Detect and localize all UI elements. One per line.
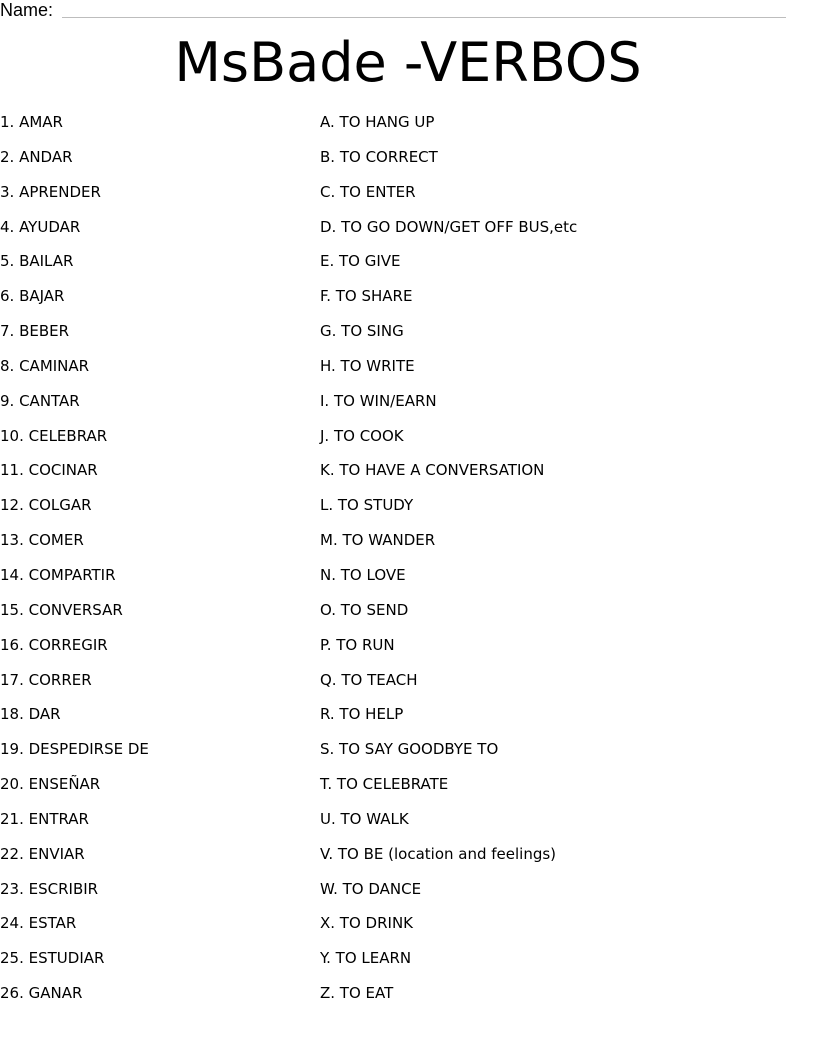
- verb-item: 10. CELEBRAR: [0, 426, 108, 445]
- verb-item: 1. AMAR: [0, 113, 63, 131]
- verb-item: 13. COMER: [0, 531, 84, 550]
- meaning-item: H. TO WRITE: [320, 356, 415, 375]
- verb-item: 17. CORRER: [0, 670, 92, 689]
- meaning-item: G. TO SING: [320, 322, 404, 341]
- verb-item: 11. COCINAR: [0, 461, 98, 480]
- meaning-item: P. TO RUN: [320, 635, 395, 654]
- verb-item: 22. ENVIAR: [0, 844, 85, 863]
- spanish-verbs-list: [0, 108, 310, 1014]
- meaning-item: B. TO CORRECT: [320, 147, 438, 166]
- verb-item: 19. DESPEDIRSE DE: [0, 740, 149, 759]
- meaning-item: Q. TO TEACH: [320, 670, 418, 689]
- verb-item: 7. BEBER: [0, 322, 70, 341]
- verb-item: 2. ANDAR: [0, 147, 73, 166]
- verb-item: 4. AYUDAR: [0, 217, 81, 236]
- meaning-item: T. TO CELEBRATE: [320, 775, 449, 794]
- meaning-item: V. TO BE (location and feelings): [320, 844, 557, 863]
- meaning-item: D. TO GO DOWN/GET OFF BUS,etc: [320, 217, 578, 236]
- meaning-item: R. TO HELP: [320, 705, 404, 724]
- meaning-item: W. TO DANCE: [320, 879, 422, 898]
- verb-item: 18. DAR: [0, 705, 61, 724]
- verb-item: 23. ESCRIBIR: [0, 879, 99, 898]
- meaning-item: E. TO GIVE: [320, 252, 401, 271]
- name-label: Name:: [0, 0, 54, 20]
- meaning-item: K. TO HAVE A CONVERSATION: [320, 461, 545, 480]
- meaning-item: J. TO COOK: [320, 426, 404, 445]
- verb-item: 14. COMPARTIR: [0, 565, 116, 584]
- verb-item: 26. GANAR: [0, 984, 83, 1003]
- meaning-item: Z. TO EAT: [320, 984, 394, 1003]
- meaning-item: N. TO LOVE: [320, 565, 406, 584]
- verb-item: 9. CANTAR: [0, 391, 80, 410]
- name-row: [0, 0, 816, 22]
- meaning-item: C. TO ENTER: [320, 182, 416, 201]
- meaning-item: O. TO SEND: [320, 600, 409, 619]
- meaning-item: U. TO WALK: [320, 809, 409, 828]
- verb-item: 8. CAMINAR: [0, 356, 90, 375]
- meaning-item: M. TO WANDER: [320, 531, 436, 550]
- meaning-item: L. TO STUDY: [320, 496, 414, 515]
- verb-item: 5. BAILAR: [0, 252, 74, 271]
- verb-item: 25. ESTUDIAR: [0, 949, 105, 968]
- verb-item: 24. ESTAR: [0, 914, 77, 933]
- verb-item: 21. ENTRAR: [0, 809, 89, 828]
- meaning-item: A. TO HANG UP: [320, 113, 435, 131]
- meaning-item: I. TO WIN/EARN: [320, 391, 437, 410]
- verb-item: 20. ENSEÑAR: [0, 775, 101, 794]
- page-title: MsBade -VERBOS: [174, 31, 642, 94]
- verb-item: 6. BAJAR: [0, 287, 65, 306]
- verb-item: 3. APRENDER: [0, 182, 101, 201]
- english-meanings-list: [320, 108, 810, 1014]
- verb-item: 12. COLGAR: [0, 496, 92, 515]
- meaning-item: F. TO SHARE: [320, 287, 413, 306]
- meaning-item: Y. TO LEARN: [320, 949, 412, 968]
- meaning-item: X. TO DRINK: [320, 914, 414, 933]
- verb-item: 16. CORREGIR: [0, 635, 108, 654]
- meaning-item: S. TO SAY GOODBYE TO: [320, 740, 499, 759]
- name-line: [62, 17, 786, 18]
- verb-item: 15. CONVERSAR: [0, 600, 123, 619]
